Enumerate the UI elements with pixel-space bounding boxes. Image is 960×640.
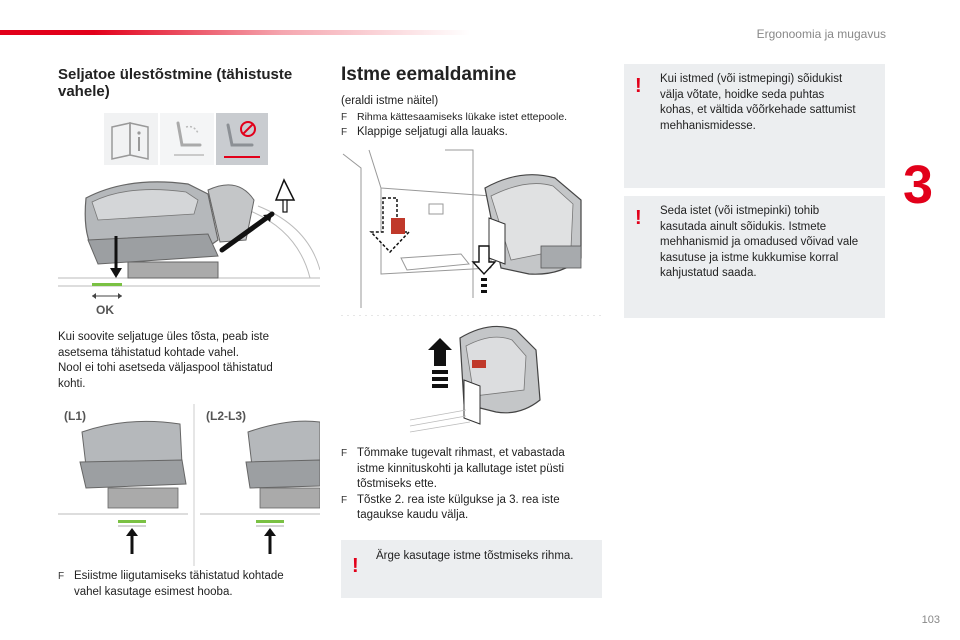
right-warning-box-2	[624, 196, 885, 318]
left-bullet-line: Esiistme liigutamiseks tähistatud kohtade	[74, 570, 284, 582]
seat-position-marks-illustration	[58, 404, 320, 566]
left-text-line: Kui soovite seljatuge üles tõsta, peab iste	[58, 331, 269, 343]
left-body-text	[58, 330, 323, 392]
warning-icon: !	[352, 555, 359, 577]
right-warning-2-line: kasutuse ja istme kukkumise korral	[660, 251, 839, 264]
bullet-marker: F	[341, 494, 348, 506]
middle-bullet-line: tõstmiseks ette.	[357, 478, 437, 490]
bullet-marker: F	[58, 571, 65, 582]
warning-icon: !	[635, 75, 642, 97]
bullet-marker: F	[341, 448, 348, 459]
right-warning-1-line: välja võtate, hoidke seda puhtas	[660, 88, 825, 101]
middle-intro	[341, 94, 606, 141]
page-number: 103	[921, 614, 940, 626]
bullet-marker: F	[341, 111, 348, 123]
middle-bullets-bottom	[341, 446, 606, 524]
left-text-line: asetsema tähistatud kohtade vahel.	[58, 346, 239, 359]
chapter-number: 3	[903, 155, 934, 215]
right-warning-2-line: kahjustatud saada.	[660, 267, 757, 279]
header-accent-bar	[0, 30, 470, 35]
warning-icon: !	[635, 207, 642, 229]
right-warning-1-line: Kui istmed (või istmepingi) sõidukist	[660, 73, 843, 85]
left-text-line: kohti.	[58, 377, 86, 390]
middle-bullet-top: Rihma kättesaamiseks lükake istet ettepoole.	[357, 110, 568, 123]
left-bullet-line: vahel kasutage esimest hooba.	[74, 585, 233, 598]
middle-heading: Istme eemaldamine	[341, 64, 517, 85]
middle-bullet-line: tagaukse kaudu välja.	[357, 509, 469, 521]
right-warning-2-line: mehhanismid ja omadused võivad vale	[660, 236, 859, 248]
intro-text: (eraldi istme näitel)	[341, 95, 439, 107]
left-heading: Seljatoe ülestõstmine (tähistuste vahele)	[58, 66, 293, 100]
right-warning-2-line: kasutada ainult sõidukis. Istmete	[660, 220, 827, 233]
right-warning-1-line: mehhanismidesse.	[660, 119, 756, 132]
middle-bullet-line: Tõmmake tugevalt rihmast, et vabastada	[357, 447, 565, 459]
middle-bullet-top: Klappige seljatugi alla lauaks.	[357, 126, 508, 138]
backrest-raise-illustration	[58, 170, 320, 322]
icon-strip	[104, 113, 268, 165]
middle-warning-box	[341, 540, 602, 598]
section-title: Ergonoomia ja mugavus	[756, 27, 886, 41]
ok-label: OK	[96, 303, 114, 317]
middle-warning-text: Ärge kasutage istme tõstmiseks rihma.	[376, 550, 574, 562]
left-text-line: Nool ei tohi asetseda väljaspool tähistatud	[58, 362, 273, 374]
middle-bullet-line: Tõstke 2. rea iste külgukse ja 3. rea iste	[357, 493, 560, 506]
right-warning-2-line: Seda istet (või istmepinki) tohib	[660, 205, 820, 217]
label-l2-l3: (L2-L3)	[206, 409, 246, 423]
label-l1: (L1)	[64, 409, 86, 423]
bullet-marker: F	[341, 127, 348, 138]
seat-lift-illustration	[400, 320, 550, 440]
seat-strap-illustration	[341, 148, 603, 316]
right-warning-1-line: kohas, et vältida võõrkehade sattumist	[660, 104, 856, 116]
middle-bullet-line: istme kinnituskohti ja kallutage istet püsti	[357, 462, 565, 475]
right-warning-box-1	[624, 64, 885, 188]
left-bullet	[58, 569, 323, 600]
